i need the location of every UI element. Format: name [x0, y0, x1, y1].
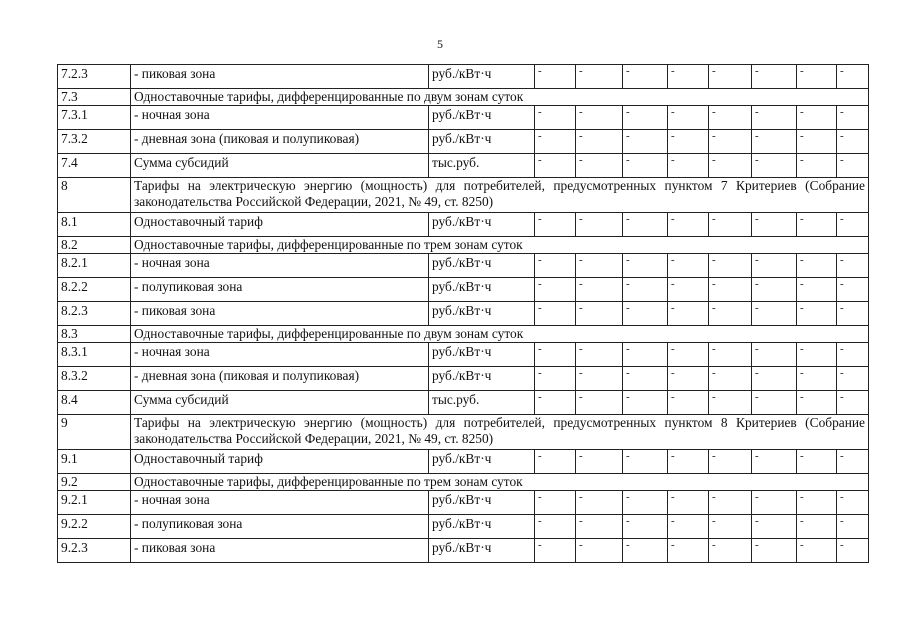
value-cell: - — [535, 106, 576, 130]
section-title: Тарифы на электрическую энергию (мощность) для потребителей, предусмотренных пунктом 8 Критериев (Собрание законодательства Российской Федерации, 2021, № 49, ст. 8250) — [131, 415, 869, 450]
tariff-table — [57, 64, 869, 563]
value-cell: - — [709, 539, 752, 563]
section-title: Тарифы на электрическую энергию (мощность) для потребителей, предусмотренных пунктом 7 Критериев (Собрание законодательства Российской Федерации, 2021, № 49, ст. 8250) — [131, 178, 869, 213]
row-name: - пиковая зона — [131, 539, 429, 563]
value-cell: - — [668, 302, 709, 326]
value-cell: - — [709, 302, 752, 326]
value-cell: - — [576, 106, 623, 130]
row-unit: руб./кВт·ч — [429, 515, 535, 539]
value-cell: - — [576, 130, 623, 154]
value-cell: - — [623, 65, 668, 89]
row-name: - ночная зона — [131, 106, 429, 130]
row-number: 9.2.1 — [58, 491, 131, 515]
section-number: 9 — [58, 415, 131, 450]
value-cell: - — [576, 391, 623, 415]
value-cell: - — [623, 154, 668, 178]
row-number: 8.3.2 — [58, 367, 131, 391]
value-cell: - — [576, 254, 623, 278]
table-row — [58, 213, 869, 237]
value-cell: - — [535, 254, 576, 278]
row-name: Сумма субсидий — [131, 154, 429, 178]
section-number: 9.2 — [58, 474, 131, 491]
row-number: 9.1 — [58, 450, 131, 474]
value-cell: - — [752, 65, 797, 89]
value-cell: - — [709, 367, 752, 391]
page-number: 5 — [437, 37, 443, 51]
value-cell: - — [668, 278, 709, 302]
row-unit: руб./кВт·ч — [429, 343, 535, 367]
table-row — [58, 367, 869, 391]
value-cell: - — [535, 302, 576, 326]
section-title: Одноставочные тарифы, дифференцированные по трем зонам суток — [131, 474, 869, 491]
value-cell: - — [797, 213, 837, 237]
value-cell: - — [623, 213, 668, 237]
table-body — [58, 65, 869, 563]
value-cell: - — [709, 450, 752, 474]
value-cell: - — [752, 539, 797, 563]
value-cell: - — [535, 343, 576, 367]
value-cell: - — [752, 367, 797, 391]
value-cell: - — [576, 515, 623, 539]
value-cell: - — [837, 391, 869, 415]
value-cell: - — [797, 343, 837, 367]
value-cell: - — [837, 450, 869, 474]
row-name: - полупиковая зона — [131, 515, 429, 539]
value-cell: - — [623, 302, 668, 326]
section-title: Одноставочные тарифы, дифференцированные по двум зонам суток — [131, 326, 869, 343]
section-row — [58, 326, 869, 343]
row-unit: руб./кВт·ч — [429, 65, 535, 89]
value-cell: - — [797, 154, 837, 178]
section-number: 8.3 — [58, 326, 131, 343]
row-unit: руб./кВт·ч — [429, 302, 535, 326]
value-cell: - — [668, 367, 709, 391]
value-cell: - — [668, 343, 709, 367]
row-number: 8.2.2 — [58, 278, 131, 302]
value-cell: - — [752, 213, 797, 237]
value-cell: - — [576, 154, 623, 178]
table-row — [58, 515, 869, 539]
row-unit: руб./кВт·ч — [429, 254, 535, 278]
row-name: Одноставочный тариф — [131, 213, 429, 237]
value-cell: - — [709, 278, 752, 302]
value-cell: - — [797, 278, 837, 302]
value-cell: - — [668, 491, 709, 515]
row-name: - полупиковая зона — [131, 278, 429, 302]
row-unit: руб./кВт·ч — [429, 367, 535, 391]
table-row — [58, 130, 869, 154]
value-cell: - — [837, 539, 869, 563]
value-cell: - — [576, 367, 623, 391]
row-unit: руб./кВт·ч — [429, 130, 535, 154]
value-cell: - — [668, 450, 709, 474]
value-cell: - — [752, 343, 797, 367]
row-unit: руб./кВт·ч — [429, 539, 535, 563]
value-cell: - — [623, 539, 668, 563]
value-cell: - — [752, 302, 797, 326]
section-number: 7.3 — [58, 89, 131, 106]
section-number: 8.2 — [58, 237, 131, 254]
value-cell: - — [752, 491, 797, 515]
value-cell: - — [837, 65, 869, 89]
row-unit: руб./кВт·ч — [429, 278, 535, 302]
value-cell: - — [837, 254, 869, 278]
row-number: 9.2.3 — [58, 539, 131, 563]
value-cell: - — [752, 254, 797, 278]
value-cell: - — [709, 65, 752, 89]
value-cell: - — [752, 278, 797, 302]
value-cell: - — [837, 106, 869, 130]
value-cell: - — [623, 254, 668, 278]
table-row — [58, 302, 869, 326]
value-cell: - — [797, 450, 837, 474]
value-cell: - — [709, 213, 752, 237]
value-cell: - — [709, 130, 752, 154]
value-cell: - — [576, 491, 623, 515]
table-row — [58, 391, 869, 415]
value-cell: - — [576, 343, 623, 367]
value-cell: - — [535, 491, 576, 515]
table-row — [58, 343, 869, 367]
value-cell: - — [797, 65, 837, 89]
row-number: 7.2.3 — [58, 65, 131, 89]
value-cell: - — [709, 106, 752, 130]
value-cell: - — [623, 343, 668, 367]
section-number: 8 — [58, 178, 131, 213]
value-cell: - — [797, 130, 837, 154]
row-unit: руб./кВт·ч — [429, 213, 535, 237]
value-cell: - — [752, 515, 797, 539]
value-cell: - — [797, 491, 837, 515]
table-row — [58, 450, 869, 474]
value-cell: - — [797, 515, 837, 539]
value-cell: - — [668, 539, 709, 563]
row-name: - дневная зона (пиковая и полупиковая) — [131, 367, 429, 391]
value-cell: - — [535, 450, 576, 474]
value-cell: - — [797, 302, 837, 326]
value-cell: - — [623, 450, 668, 474]
row-name: - ночная зона — [131, 491, 429, 515]
value-cell: - — [837, 278, 869, 302]
row-number: 8.4 — [58, 391, 131, 415]
row-number: 8.2.1 — [58, 254, 131, 278]
value-cell: - — [576, 450, 623, 474]
value-cell: - — [535, 539, 576, 563]
value-cell: - — [623, 391, 668, 415]
row-name: - дневная зона (пиковая и полупиковая) — [131, 130, 429, 154]
table-row — [58, 278, 869, 302]
value-cell: - — [752, 450, 797, 474]
value-cell: - — [797, 539, 837, 563]
value-cell: - — [709, 343, 752, 367]
value-cell: - — [709, 254, 752, 278]
value-cell: - — [668, 254, 709, 278]
value-cell: - — [797, 254, 837, 278]
row-name: - ночная зона — [131, 343, 429, 367]
value-cell: - — [837, 213, 869, 237]
value-cell: - — [535, 154, 576, 178]
row-name: Одноставочный тариф — [131, 450, 429, 474]
row-number: 8.1 — [58, 213, 131, 237]
value-cell: - — [837, 515, 869, 539]
table-row — [58, 539, 869, 563]
value-cell: - — [668, 106, 709, 130]
value-cell: - — [535, 391, 576, 415]
value-cell: - — [837, 130, 869, 154]
section-title: Одноставочные тарифы, дифференцированные по двум зонам суток — [131, 89, 869, 106]
value-cell: - — [535, 130, 576, 154]
table-row — [58, 491, 869, 515]
value-cell: - — [623, 278, 668, 302]
value-cell: - — [576, 539, 623, 563]
row-name: - ночная зона — [131, 254, 429, 278]
value-cell: - — [668, 515, 709, 539]
value-cell: - — [709, 491, 752, 515]
value-cell: - — [709, 391, 752, 415]
table-row — [58, 254, 869, 278]
value-cell: - — [668, 130, 709, 154]
row-name: - пиковая зона — [131, 65, 429, 89]
value-cell: - — [837, 154, 869, 178]
row-unit: тыс.руб. — [429, 154, 535, 178]
value-cell: - — [535, 515, 576, 539]
value-cell: - — [837, 367, 869, 391]
value-cell: - — [623, 106, 668, 130]
row-number: 8.3.1 — [58, 343, 131, 367]
value-cell: - — [623, 515, 668, 539]
row-number: 8.2.3 — [58, 302, 131, 326]
value-cell: - — [797, 367, 837, 391]
value-cell: - — [576, 278, 623, 302]
value-cell: - — [535, 65, 576, 89]
value-cell: - — [623, 491, 668, 515]
row-unit: руб./кВт·ч — [429, 491, 535, 515]
value-cell: - — [709, 515, 752, 539]
section-row — [58, 89, 869, 106]
value-cell: - — [797, 106, 837, 130]
value-cell: - — [752, 391, 797, 415]
row-name: - пиковая зона — [131, 302, 429, 326]
section-row — [58, 178, 869, 213]
value-cell: - — [668, 213, 709, 237]
row-unit: руб./кВт·ч — [429, 450, 535, 474]
table-row — [58, 65, 869, 89]
row-number: 9.2.2 — [58, 515, 131, 539]
row-unit: руб./кВт·ч — [429, 106, 535, 130]
value-cell: - — [535, 367, 576, 391]
value-cell: - — [752, 130, 797, 154]
value-cell: - — [668, 65, 709, 89]
row-unit: тыс.руб. — [429, 391, 535, 415]
table-row — [58, 154, 869, 178]
value-cell: - — [576, 65, 623, 89]
value-cell: - — [535, 213, 576, 237]
section-row — [58, 237, 869, 254]
section-title: Одноставочные тарифы, дифференцированные по трем зонам суток — [131, 237, 869, 254]
value-cell: - — [668, 154, 709, 178]
value-cell: - — [576, 213, 623, 237]
value-cell: - — [752, 106, 797, 130]
value-cell: - — [837, 302, 869, 326]
value-cell: - — [797, 391, 837, 415]
value-cell: - — [709, 154, 752, 178]
value-cell: - — [837, 343, 869, 367]
row-number: 7.3.1 — [58, 106, 131, 130]
row-number: 7.4 — [58, 154, 131, 178]
value-cell: - — [623, 367, 668, 391]
row-number: 7.3.2 — [58, 130, 131, 154]
value-cell: - — [535, 278, 576, 302]
table-row — [58, 106, 869, 130]
value-cell: - — [668, 391, 709, 415]
value-cell: - — [576, 302, 623, 326]
row-name: Сумма субсидий — [131, 391, 429, 415]
section-row — [58, 415, 869, 450]
value-cell: - — [752, 154, 797, 178]
section-row — [58, 474, 869, 491]
value-cell: - — [623, 130, 668, 154]
value-cell: - — [837, 491, 869, 515]
